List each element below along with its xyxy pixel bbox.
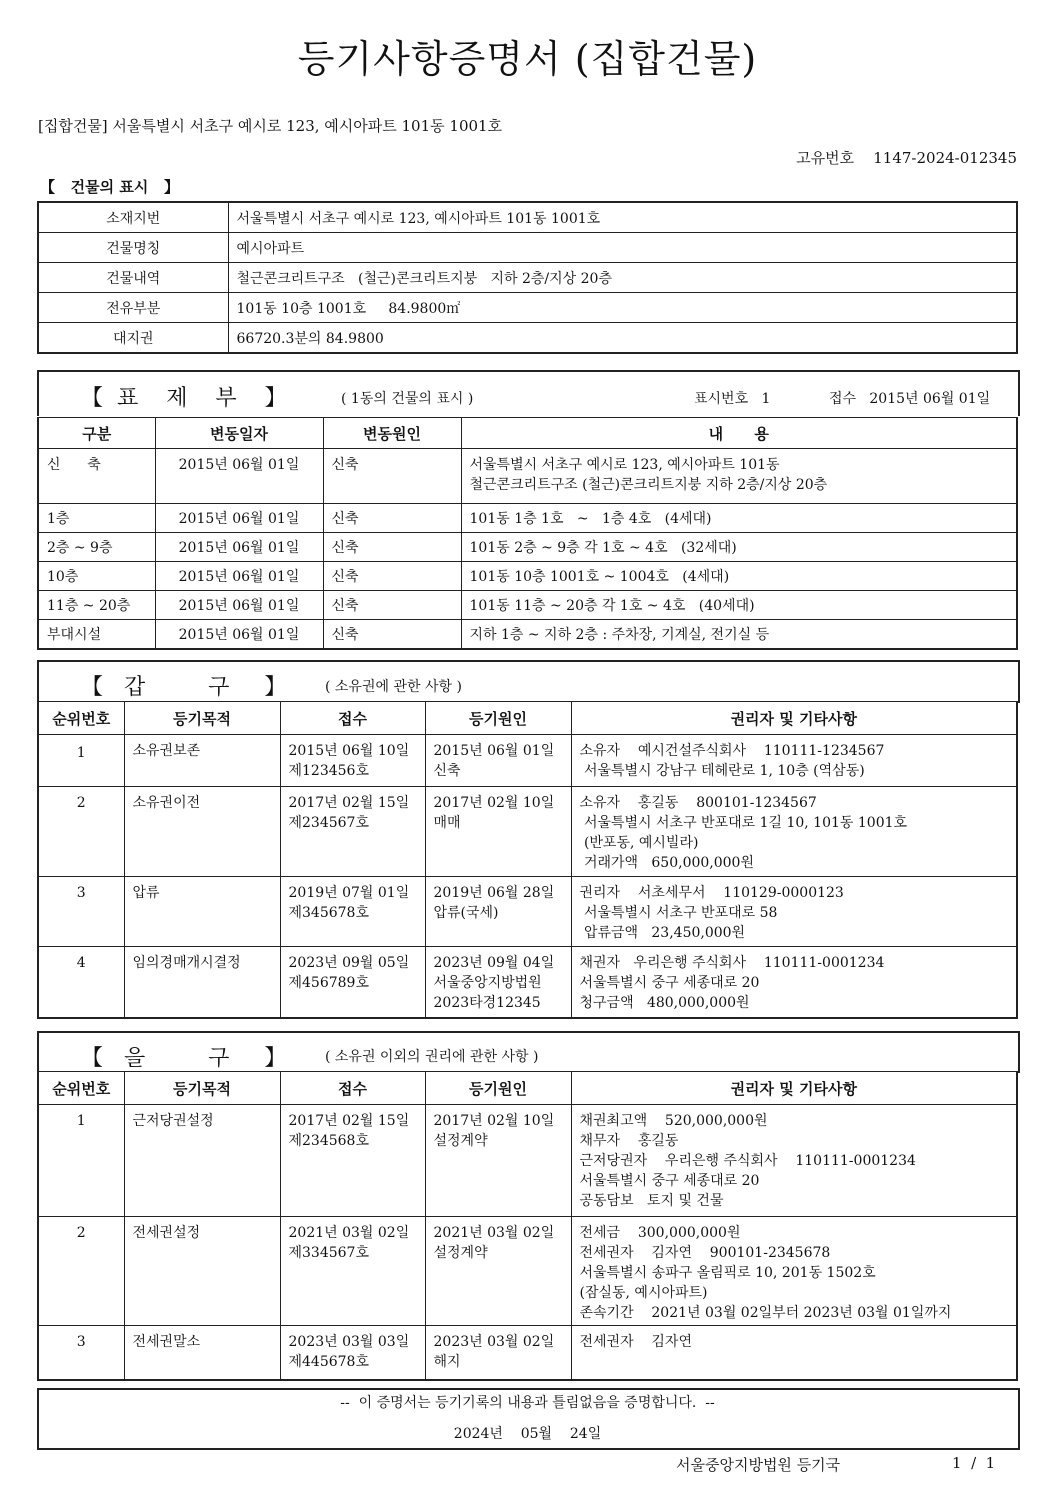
receipt [280,787,425,877]
rights-line: 청구금액 480,000,000원 [579,995,750,1011]
page-number: 1 / 1 [952,1454,996,1472]
rank-number: 1 [38,1105,124,1217]
building-label: 전유부분 [38,293,228,323]
receipt-number: 제234567호 [288,815,369,831]
building-value: 철근콘크리트구조 (철근)콘크리트지붕 지하 2층/지상 20층 [228,263,1017,293]
gapgu-title: 【 갑 구 】 [81,675,287,700]
rights-holder [571,787,1017,877]
table-row [38,562,1017,591]
cause-date: 2023년 09월 04일 [433,955,555,971]
pyo-content: 지하 1층 ~ 지하 2층 : 주차장, 기계실, 전기실 등 [461,620,1017,650]
pyo-content [461,449,1017,504]
table-row [38,947,1017,1018]
pyo-cause: 신축 [323,591,461,620]
case-number: 2023타경12345 [433,995,541,1011]
column-header: 내 용 [461,418,1017,449]
receipt-date: 2019년 07월 01일 [288,885,410,901]
table-row [38,877,1017,947]
table-row [38,787,1017,877]
document-title: 등기사항증명서 (집합건물) [297,37,758,81]
receipt-date: 2017년 02월 15일 [288,1113,410,1129]
eulgu-header [37,1031,1020,1073]
rights-line: 서울특별시 중구 세종대로 20 [579,1173,760,1189]
pyo-category: 2층 ~ 9층 [38,533,155,562]
pyo-cause: 신축 [323,449,461,504]
building-table [37,201,1018,354]
pyo-date: 2015년 06월 01일 [155,449,323,504]
cause-text: 압류(국세) [433,905,499,921]
receipt-number: 제445678호 [288,1354,369,1370]
registration-purpose: 근저당권설정 [124,1105,280,1217]
rank-number: 2 [38,1217,124,1326]
receipt-number: 제345678호 [288,905,369,921]
column-header: 순위번호 [38,702,124,735]
rights-line: 공동담보 토지 및 건물 [579,1193,724,1209]
rights-holder [571,1217,1017,1326]
pyo-date: 2015년 06월 01일 [155,562,323,591]
rank-number: 2 [38,787,124,877]
header-address: [집합건물] 서울특별시 서초구 예시로 123, 예시아파트 101동 1001호 [38,117,503,135]
receipt-date: 2017년 02월 15일 [288,795,410,811]
rights-holder [571,877,1017,947]
cause-date: 2017년 02월 10일 [433,1113,555,1129]
column-header: 변동원인 [323,418,461,449]
pyo-content: 101동 10층 1001호 ~ 1004호 (4세대) [461,562,1017,591]
column-header: 등기원인 [425,1072,571,1105]
rights-line: 거래가액 650,000,000원 [579,855,754,871]
pyo-category: 신 축 [38,449,155,504]
receipt-date: 2023년 09월 05일 [288,955,410,971]
rights-holder [571,735,1017,787]
rights-line: 서울특별시 서초구 반포대로 1길 10, 101동 1001호 [579,815,908,831]
pyojebu-display-no: 표시번호 1 [694,391,771,407]
building-label: 건물내역 [38,263,228,293]
pyo-content-line: 철근콘크리트구조 (철근)콘크리트지붕 지하 2층/지상 20층 [469,477,828,493]
building-value: 예시아파트 [228,233,1017,263]
pyo-cause: 신축 [323,562,461,591]
rights-line: 권리자 서초세무서 110129-0000123 [579,885,844,901]
table-header-row [38,1072,1017,1105]
rank-number: 1 [38,735,124,787]
pyo-cause: 신축 [323,620,461,650]
registration-purpose: 전세권설정 [124,1217,280,1326]
receipt-date: 2021년 03월 02일 [288,1225,410,1241]
pyojebu-table [37,417,1018,650]
table-row [38,263,1017,293]
registration-purpose: 소유권이전 [124,787,280,877]
table-row [38,323,1017,354]
receipt [280,1217,425,1326]
eulgu-table [37,1071,1018,1381]
rights-line: 존속기간 2021년 03월 02일부터 2023년 03월 01일까지 [579,1305,952,1321]
registration-cause [425,947,571,1018]
receipt [280,877,425,947]
cause-text: 서울중앙지방법원 [433,975,542,991]
unique-number-label: 고유번호 [796,149,855,167]
pyo-content: 101동 11층 ~ 20층 각 1호 ~ 4호 (40세대) [461,591,1017,620]
rights-holder [571,947,1017,1018]
building-label: 대지권 [38,323,228,354]
rights-line: (반포동, 예시빌라) [579,835,699,851]
rights-line: 압류금액 23,450,000원 [579,925,746,941]
pyo-category: 10층 [38,562,155,591]
pyo-category: 부대시설 [38,620,155,650]
table-row [38,1105,1017,1217]
cause-date: 2021년 03월 02일 [433,1225,555,1241]
table-row [38,1217,1017,1326]
cause-text: 해지 [433,1354,461,1370]
receipt [280,947,425,1018]
table-row [38,1326,1017,1380]
registration-cause [425,1326,571,1380]
receipt-number: 제234568호 [288,1133,369,1149]
eulgu-title: 【 을 구 】 [81,1046,287,1071]
building-value: 101동 10층 1001호 84.9800㎡ [228,293,1017,323]
rights-line: 채무자 홍길동 [579,1133,679,1149]
receipt-number: 제456789호 [288,975,369,991]
column-header: 변동일자 [155,418,323,449]
column-header: 등기목적 [124,1072,280,1105]
rank-number: 4 [38,947,124,1018]
table-row [38,620,1017,650]
cause-date: 2019년 06월 28일 [433,885,555,901]
unique-number [796,147,1017,168]
column-header: 등기목적 [124,702,280,735]
pyo-date: 2015년 06월 01일 [155,533,323,562]
gapgu-subtitle: ( 소유권에 관한 사항 ) [325,679,462,695]
receipt [280,1105,425,1217]
table-row [38,504,1017,533]
receipt-date: 2023년 03월 03일 [288,1334,410,1350]
cause-text: 매매 [433,815,461,831]
rights-line: 소유자 예시건설주식회사 110111-1234567 [579,743,885,759]
table-header-row [38,418,1017,449]
table-row [38,202,1017,233]
pyo-category: 1층 [38,504,155,533]
rank-number: 3 [38,877,124,947]
table-row [38,591,1017,620]
certify-date: 2024년 05월 24일 [453,1426,602,1442]
column-header: 권리자 및 기타사항 [571,1072,1017,1105]
column-header: 권리자 및 기타사항 [571,702,1017,735]
rights-line: 소유자 홍길동 800101-1234567 [579,795,817,811]
pyo-cause: 신축 [323,504,461,533]
pyo-content: 101동 1층 1호 ~ 1층 4호 (4세대) [461,504,1017,533]
registration-purpose: 압류 [124,877,280,947]
building-value: 66720.3분의 84.9800 [228,323,1017,354]
rights-line: 전세권자 김자연 [579,1334,692,1350]
column-header: 접수 [280,1072,425,1105]
gapgu-header [37,660,1020,703]
gapgu-table [37,701,1018,1019]
receipt-number: 제334567호 [288,1245,369,1261]
rights-line: 채권최고액 520,000,000원 [579,1113,768,1129]
building-label: 건물명칭 [38,233,228,263]
cause-text: 설정계약 [433,1245,488,1261]
cause-date: 2017년 02월 10일 [433,795,555,811]
registration-cause [425,1105,571,1217]
cause-date: 2023년 03월 02일 [433,1334,555,1350]
table-header-row [38,702,1017,735]
rights-line: 전세권자 김자연 900101-2345678 [579,1245,831,1261]
rank-number: 3 [38,1326,124,1380]
cause-date: 2015년 06월 01일 [433,743,555,759]
pyo-date: 2015년 06월 01일 [155,620,323,650]
table-row [38,233,1017,263]
rights-holder [571,1326,1017,1380]
receipt-number: 제123456호 [288,763,369,779]
pyojebu-received: 접수 2015년 06월 01일 [829,391,991,407]
registration-purpose: 전세권말소 [124,1326,280,1380]
court-name: 서울중앙지방법원 등기국 [676,1456,841,1474]
registration-cause [425,735,571,787]
table-row [38,449,1017,504]
rights-line: 서울특별시 서초구 반포대로 58 [579,905,778,921]
pyojebu-header [37,370,1020,416]
pyojebu-subtitle: ( 1동의 건물의 표시 ) [341,391,474,407]
pyo-date: 2015년 06월 01일 [155,504,323,533]
pyojebu-title: 【 표 제 부 】 [81,386,287,411]
registration-cause [425,787,571,877]
table-row [38,735,1017,787]
building-section-label: 【 건물의 표시 】 [40,178,180,196]
cause-text: 설정계약 [433,1133,488,1149]
unique-number-value: 1147-2024-012345 [873,149,1017,167]
table-row [38,533,1017,562]
cause-text: 신축 [433,763,461,779]
registration-cause [425,1217,571,1326]
registration-cause [425,877,571,947]
receipt-date: 2015년 06월 10일 [288,743,410,759]
building-label: 소재지번 [38,202,228,233]
rights-line: (잠실동, 예시아파트) [579,1285,708,1301]
receipt [280,1326,425,1380]
building-value: 서울특별시 서초구 예시로 123, 예시아파트 101동 1001호 [228,202,1017,233]
pyo-content-line: 서울특별시 서초구 예시로 123, 예시아파트 101동 [469,457,780,473]
rights-holder [571,1105,1017,1217]
column-header: 순위번호 [38,1072,124,1105]
rights-line: 서울특별시 중구 세종대로 20 [579,975,760,991]
certify-text: -- 이 증명서는 등기기록의 내용과 틀림없음을 증명합니다. -- [340,1395,715,1411]
column-header: 구분 [38,418,155,449]
registration-purpose: 임의경매개시결정 [124,947,280,1018]
receipt [280,735,425,787]
rights-line: 서울특별시 송파구 올림픽로 10, 201동 1502호 [579,1265,876,1281]
column-header: 등기원인 [425,702,571,735]
registration-purpose: 소유권보존 [124,735,280,787]
eulgu-subtitle: ( 소유권 이외의 권리에 관한 사항 ) [325,1049,539,1065]
rights-line: 전세금 300,000,000원 [579,1225,741,1241]
rights-line: 서울특별시 강남구 테헤란로 1, 10층 (역삼동) [579,763,865,779]
column-header: 접수 [280,702,425,735]
pyo-content: 101동 2층 ~ 9층 각 1호 ~ 4호 (32세대) [461,533,1017,562]
table-row [38,293,1017,323]
pyo-cause: 신축 [323,533,461,562]
rights-line: 채권자 우리은행 주식회사 110111-0001234 [579,955,885,971]
rights-line: 근저당권자 우리은행 주식회사 110111-0001234 [579,1153,916,1169]
pyo-date: 2015년 06월 01일 [155,591,323,620]
pyo-category: 11층 ~ 20층 [38,591,155,620]
